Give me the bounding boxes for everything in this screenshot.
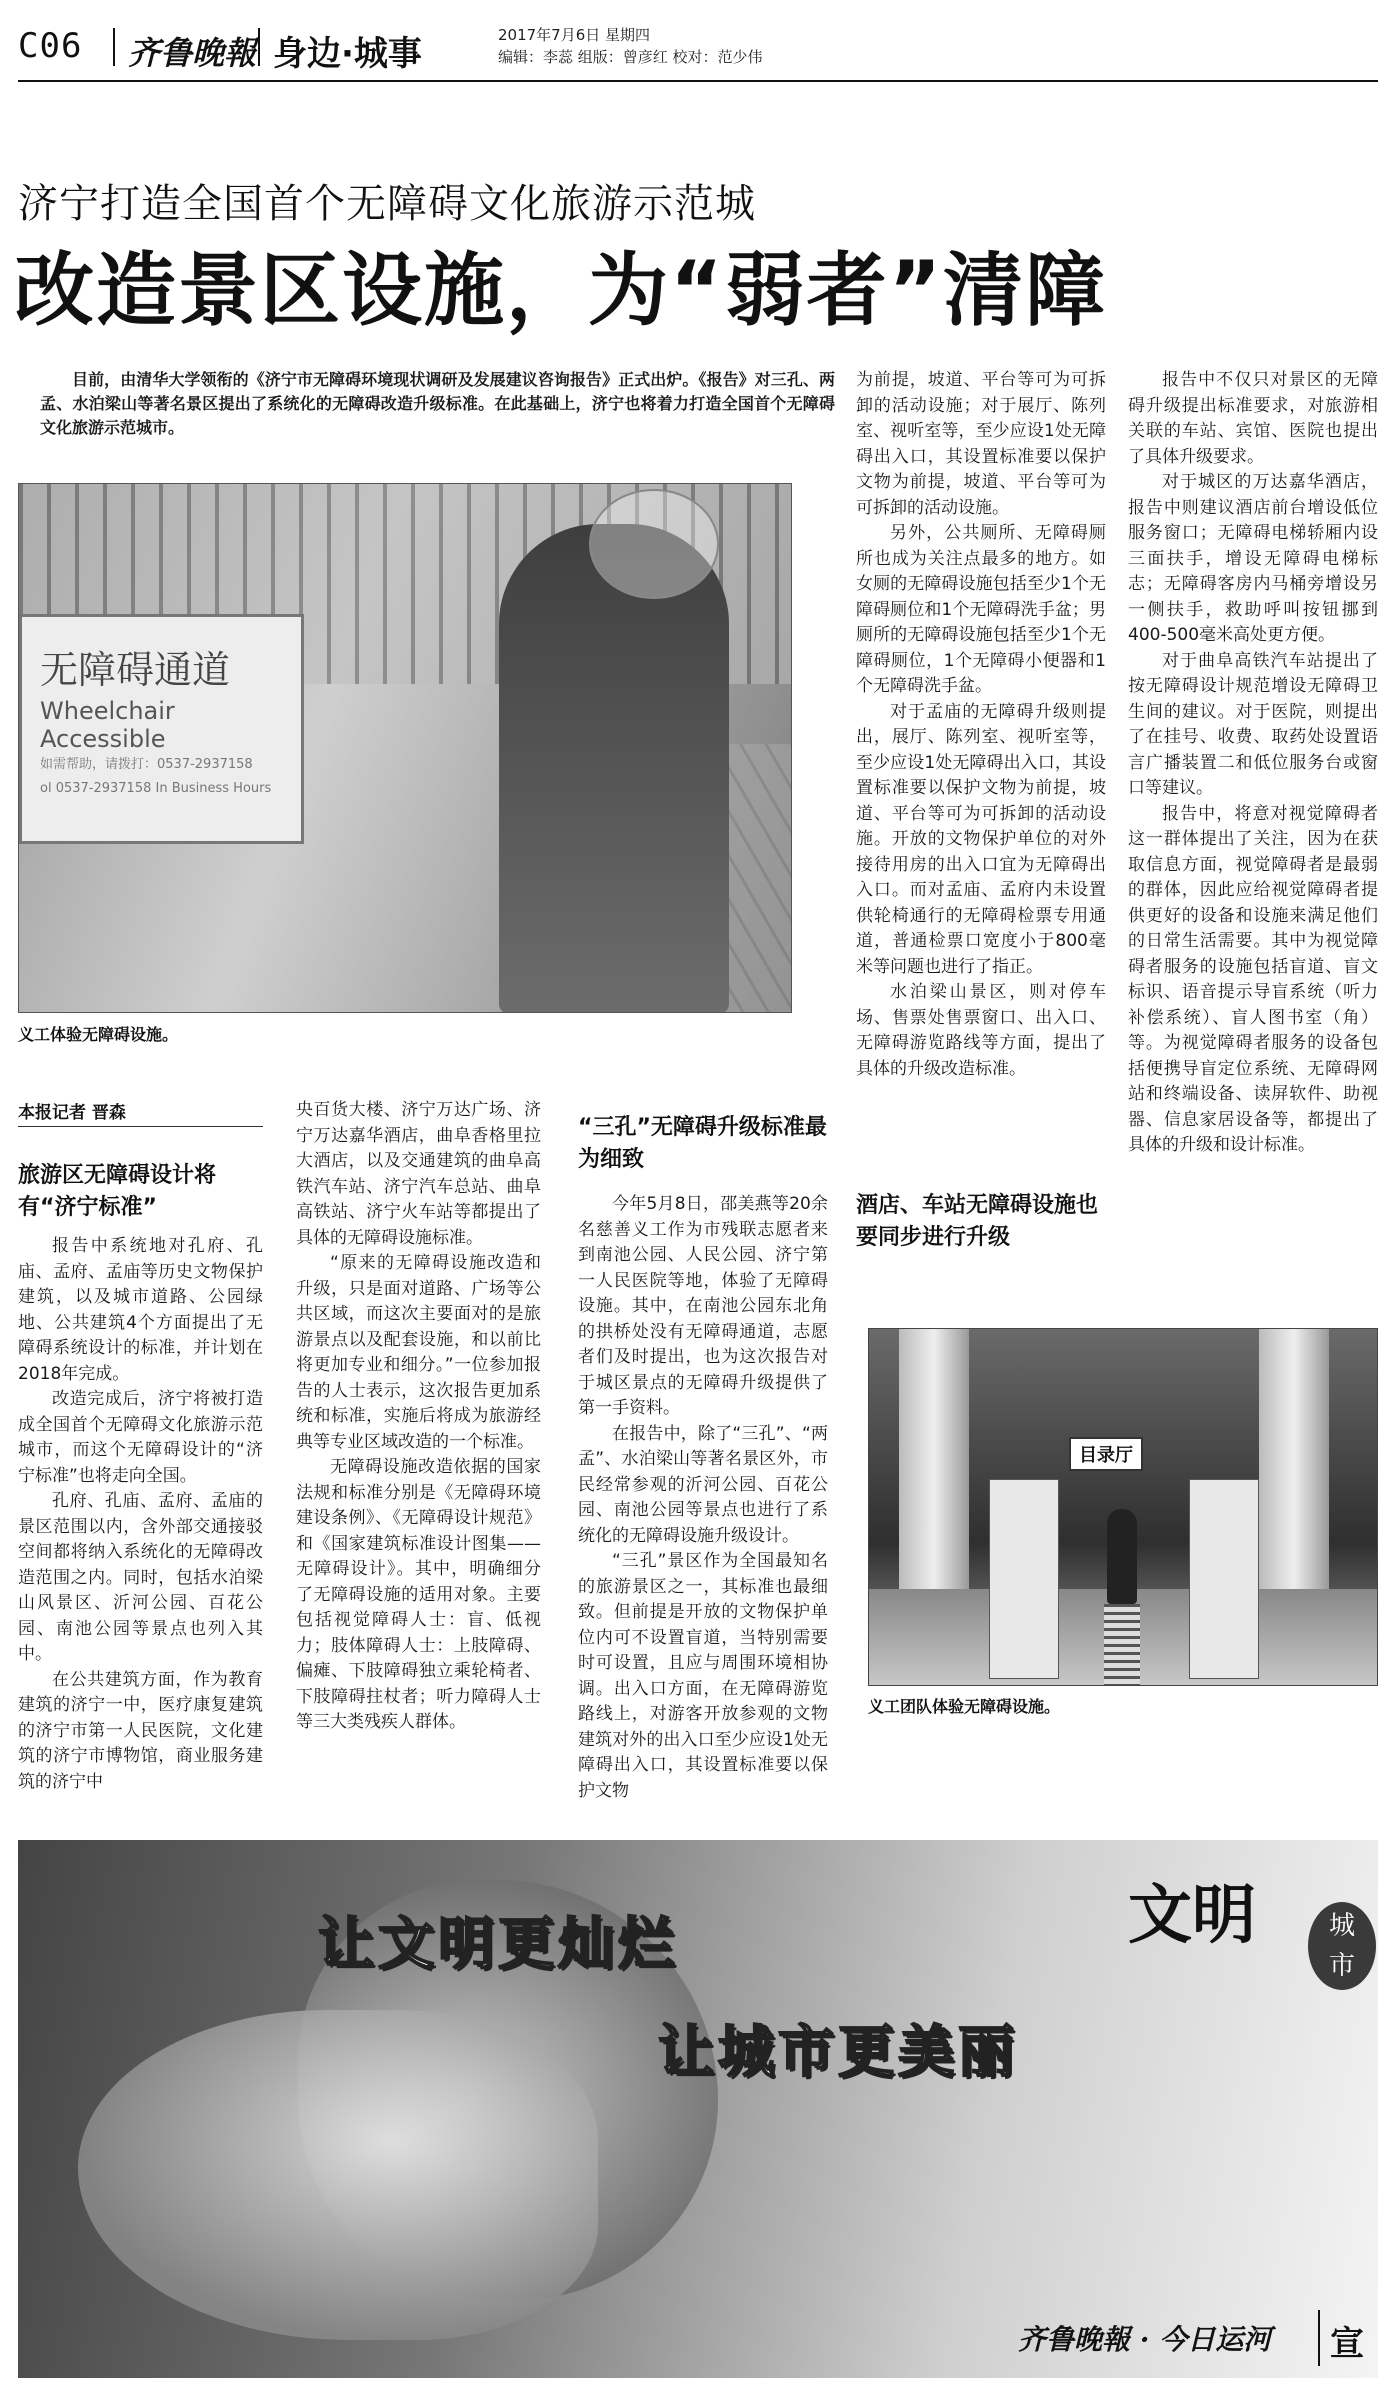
- paragraph: 报告中系统地对孔府、孔庙、孟府、孟庙等历史文物保护建筑，以及城市道路、公园绿地、公共建筑4个方面提出了无障碍系统设计的标准，并计划在2018年完成。: [18, 1236, 263, 1384]
- kicker: 济宁打造全国首个无障碍文化旅游示范城: [18, 181, 756, 227]
- masthead-meta: [498, 24, 763, 68]
- paragraph: “三孔”景区作为全国最知名的旅游景区之一，其标准也最细致。但前提是开放的文物保护单位内可不设置盲道，当特别需要时可设置，且应与周围环境相协调。出入口方面，在无障碍游览路线上，对游客开放参观的文物建筑对外的出入口至少应设1处无障碍出入口，其设置标准要以保护文物: [578, 1551, 828, 1801]
- paragraph: 在报告中，除了“三孔”、“两孟”、水泊梁山等著名景区外，市民经常参观的沂河公园、百花公园、南池公园等景点也进行了系统化的无障碍设施升级设计。: [578, 1423, 828, 1546]
- face-shield: [589, 489, 719, 599]
- paragraph: “原来的无障碍设施改造和升级，只是面对道路、广场等公共区域，而这次主要面对的是旅游景点以及配套设施，和以前比将更加专业和细分。”一位参加报告的人士表示，这次报告更加系统和标准，实施后将成为旅游经典等专业区域改造的一个标准。: [296, 1253, 541, 1452]
- display-board: [1189, 1479, 1259, 1679]
- paragraph: 对于曲阜高铁汽车站提出了按无障碍设计规范增设无障碍卫生间的建议。对于医院，则提出了在挂号、收费、取药处设置语言广播装置二和低位服务台或窗口等建议。: [1128, 650, 1378, 798]
- paragraph: 报告中，将意对视觉障碍者这一群体提出了关注，因为在获取信息方面，视觉障碍者是最弱的群体，因此应给视觉障碍者提供更好的设备和设施来满足他们的日常生活需要。其中为视觉障碍者服务的设施包括盲道、盲文标识、语音提示导盲系统（听力补偿系统）、盲人图书室（角）等。为视觉障碍者服务的设备包括便携导盲定位系统、无障碍网站和终端设备、读屏软件、助视器、信息家居设备等，都提出了具体的升级和设计标准。: [1128, 803, 1378, 1155]
- paragraph: 无障碍设施改造依据的国家法规和标准分别是《无障碍环境建设条例》、《无障碍设计规范》和《国家建筑标准设计图集——无障碍设计》。其中，明确细分了无障碍设施的适用对象。主要包括视觉障碍人士：盲、低视力；肢体障碍人士：上肢障碍、偏瘫、下肢障碍独立乘轮椅者、下肢障碍拄杖者；听力障碍人士等三大类残疾人群体。: [296, 1457, 541, 1732]
- seal-bottom: 市: [1328, 1951, 1355, 1981]
- paragraph: 今年5月8日，邵美燕等20余名慈善义工作为市残联志愿者来到南池公园、人民公园、济宁第一人民医院等地，体验了无障碍设施。其中，在南池公园东北角的拱桥处没有无障碍通道，志愿者们及时提出，也为这次报告对于城区景点的无障碍升级提供了第一手资料。: [578, 1194, 828, 1418]
- tactile-path: [1104, 1604, 1140, 1686]
- sign-en: Wheelchair Accessible: [40, 697, 175, 753]
- child-hand-image: [78, 2010, 598, 2340]
- section-name: 身边·城事: [273, 34, 422, 74]
- volunteer-figure: [1107, 1509, 1137, 1604]
- volunteer-figure: [499, 524, 729, 1013]
- slogan-2: 让城市更美丽: [658, 2020, 1018, 2085]
- directory-sign: 目录厅: [1069, 1437, 1143, 1471]
- col3-subhead: “三孔”无障碍升级标准最为细致: [578, 1115, 827, 1172]
- photo-volunteer-sign: [18, 483, 792, 1013]
- photo1-caption: 义工体验无障碍设施。: [18, 1025, 179, 1044]
- paragraph: 央百货大楼、济宁万达广场、济宁万达嘉华酒店，曲阜香格里拉大酒店，以及交通建筑的曲阜高铁汽车站、济宁汽车总站、曲阜高铁站、济宁火车站等都提出了具体的无障碍设施标准。: [296, 1100, 541, 1248]
- sign-phone: [40, 753, 271, 801]
- seal: [1308, 1902, 1376, 1990]
- slogan-1: 让文明更灿烂: [318, 1912, 678, 1977]
- col4-body: [856, 368, 1106, 1082]
- accessible-sign: [19, 614, 304, 844]
- sign-phone-2: ol 0537-2937158 In Business Hours: [40, 781, 272, 796]
- footer-paper: 齐鲁晚報 · 今日运河: [1018, 2323, 1272, 2356]
- paragraph: 改造完成后，济宁将被打造成全国首个无障碍文化旅游示范城市，而这个无障碍设计的“济宁标准”也将走向全国。: [18, 1389, 263, 1486]
- col5-body: [1128, 368, 1378, 1159]
- paragraph: 对于孟庙的无障碍升级则提出，展厅、陈列室、视听室等，至少应设1处无障碍出入口，其设置标准要以保护文物为前提，坡道、平台等可为可拆卸的活动设施。开放的文物保护单位的对外接待用房的出入口宜为无障碍出入口。而对孟庙、孟府内未设置供轮椅通行的无障碍检票专用通道，普通检票口宽度小于800毫米等问题也进行了指正。: [856, 701, 1106, 977]
- masthead: [18, 22, 1378, 72]
- divider: [258, 28, 260, 66]
- banner-footer: [1018, 2310, 1378, 2366]
- editors-line: 编辑：李蕊 组版：曾彦红 校对：范少伟: [498, 48, 763, 66]
- paragraph: 在公共建筑方面，作为教育建筑的济宁一中，医疗康复建筑的济宁市第一人民医院，文化建筑的济宁市博物馆，商业服务建筑的济宁中: [18, 1669, 263, 1792]
- paragraph: 另外，公共厕所、无障碍厕所也成为关注点最多的地方。如女厕的无障碍设施包括至少1个无障碍厕位和1个无障碍洗手盆；男厕所的无障碍设施包括至少1个无障碍厕位，1个无障碍小便器和1个无障碍洗手盆。: [856, 523, 1106, 696]
- byline: 本报记者 晋森: [18, 1098, 263, 1127]
- page-number: C06: [18, 26, 83, 66]
- divider: [113, 28, 115, 66]
- seal-top: 城: [1328, 1911, 1355, 1941]
- paragraph: 为前提，坡道、平台等可为可拆卸的活动设施；对于展厅、陈列室、视听室等，至少应设1处无障碍出入口，其设置标准要以保护文物为前提，坡道、平台等可为可拆卸的活动设施。: [856, 370, 1106, 518]
- paragraph: 报告中不仅只对景区的无障碍升级提出标准要求，对旅游相关联的车站、宾馆、医院也提出了具体升级要求。: [1128, 370, 1378, 467]
- calligraphy: 文明: [1128, 1878, 1256, 1953]
- lede: 目前，由清华大学领衔的《济宁市无障碍环境现状调研及发展建议咨询报告》正式出炉。《报告》对三孔、两孟、水泊梁山等著名景区提出了系统化的无障碍改造升级标准。在此基础上，济宁也将着力打造全国首个无障碍文化旅游示范城市。: [40, 370, 835, 437]
- divider: [1318, 2310, 1320, 2366]
- col2-body: [296, 1098, 541, 1736]
- civility-banner: [18, 1840, 1378, 2378]
- header-rule: [18, 80, 1378, 82]
- sign-cn: 无障碍通道: [40, 648, 231, 692]
- sign-phone-1: 如需帮助，请拨打：0537-2937158: [40, 757, 253, 772]
- headline: 改造景区设施，为“弱者”清障: [14, 244, 1108, 337]
- paper-logo: 齐鲁晚報: [128, 34, 257, 72]
- photo2-caption: 义工团队体验无障碍设施。: [868, 1697, 1061, 1716]
- footer-tag: 宣: [1330, 2324, 1364, 2364]
- paragraph: 对于城区的万达嘉华酒店，报告中则建议酒店前台增设低位服务窗口；无障碍电梯轿厢内设三面扶手，增设无障碍电梯标志；无障碍客房内马桶旁增设另一侧扶手，救助呼叫按钮挪到400-500毫米高处更方便。: [1128, 472, 1378, 645]
- paragraph: 水泊梁山景区，则对停车场、售票处售票窗口、出入口、无障碍游览路线等方面，提出了具体的升级改造标准。: [856, 982, 1106, 1079]
- date-line: 2017年7月6日 星期四: [498, 26, 651, 44]
- photo-volunteer-team: [868, 1328, 1378, 1686]
- col4-subhead: 酒店、车站无障碍设施也要同步进行升级: [856, 1193, 1099, 1250]
- paragraph: 孔府、孔庙、孟府、孟庙的景区范围以内，含外部交通接驳空间都将纳入系统化的无障碍改造范围之内。同时，包括水泊梁山风景区、沂河公园、百花公园、南池公园等景点也列入其中。: [18, 1491, 263, 1664]
- col1-body: [18, 1234, 263, 1795]
- display-board: [989, 1479, 1059, 1679]
- col3-body: [578, 1192, 828, 1804]
- col1-subhead: 旅游区无障碍设计将有“济宁标准”: [18, 1163, 217, 1220]
